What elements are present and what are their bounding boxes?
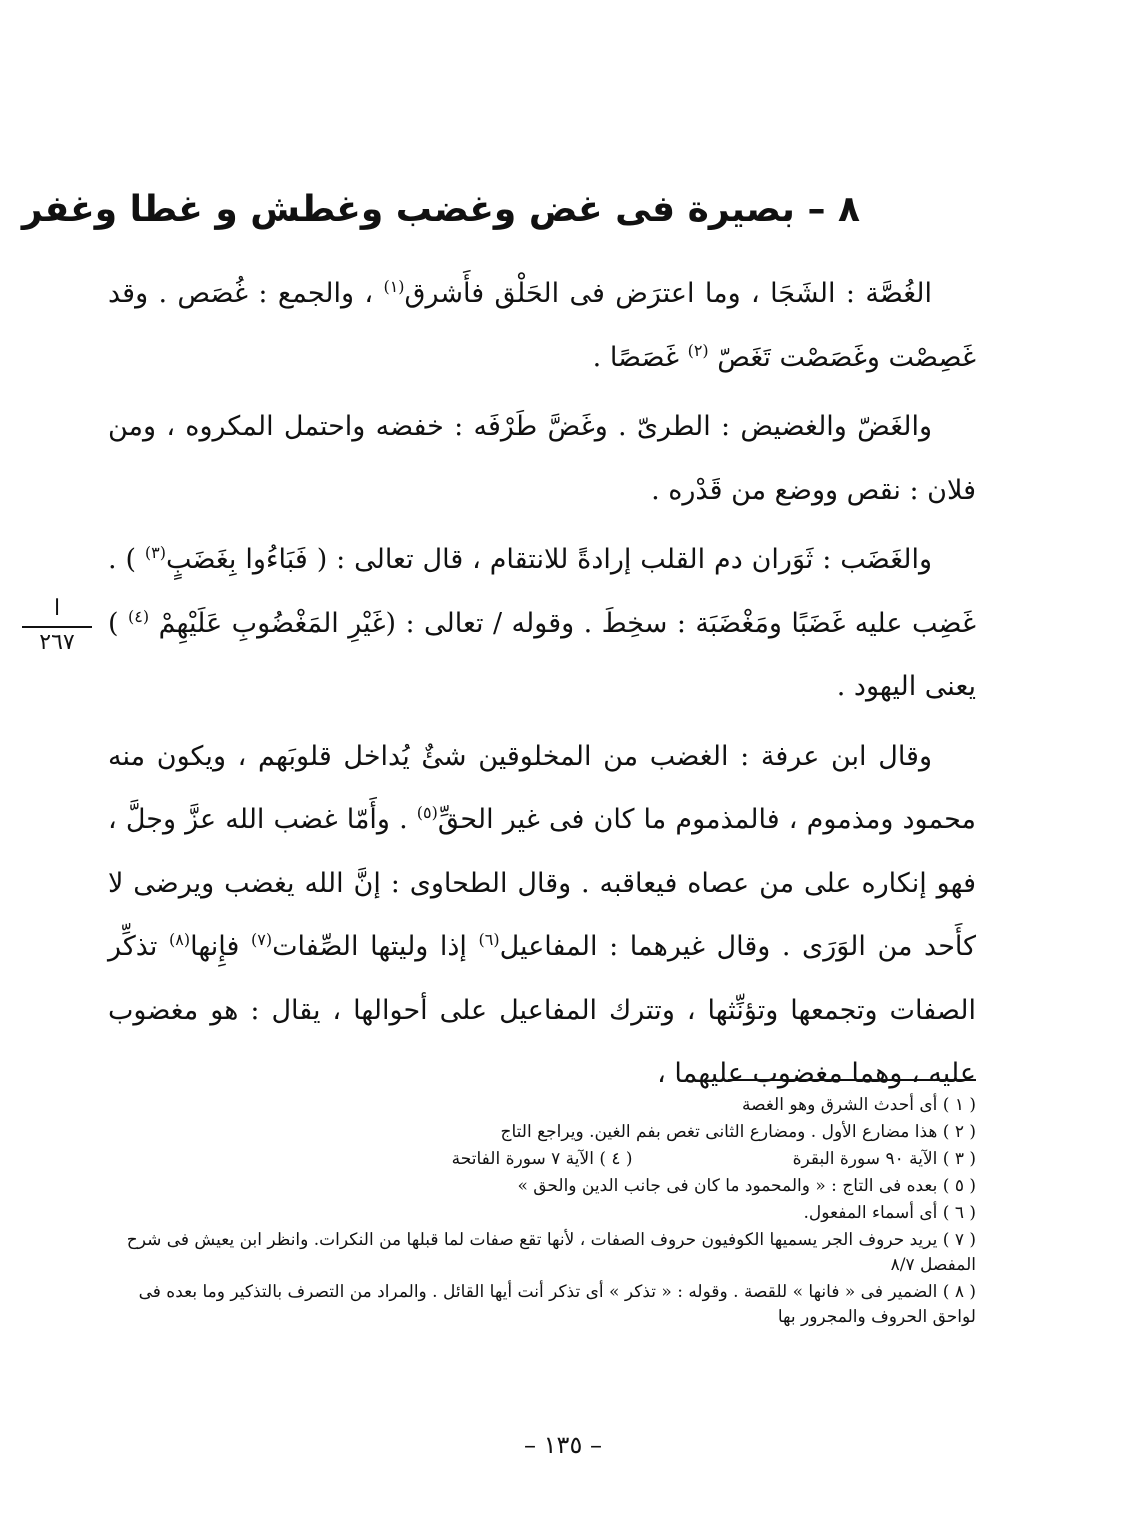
footnote-marker[interactable]: (٨) xyxy=(169,930,191,949)
text-run: غَصَصًا . xyxy=(592,341,688,373)
paragraph-ibn-arafa xyxy=(108,725,976,1106)
text-run: . وأَمّا غضب الله عزَّ وجلَّ ، فهو إنكاره على من عصاه فيعاقبه . وقال الطحاوى : إنَّ الله يغضب ويرضى لا كأَحد من الوَرَى . وقال غيرهما : المفاعيل xyxy=(108,804,976,962)
text-run: والغَضَب : ثَوَران دم القلب إرادةً للانتقام ، قال تعالى : ( فَبَاءُوا بِغَضَبٍ xyxy=(165,544,932,575)
footnote-5: ( ٥ ) بعده فى التاج : « والمحمود ما كان فى جانب الدين والحق » xyxy=(517,1176,976,1196)
footnote-6: ( ٦ ) أى أسماء المفعول. xyxy=(803,1203,976,1223)
body-text xyxy=(108,262,976,1112)
footnote-row-3-4 xyxy=(108,1147,976,1172)
footnote-7: ( ٧ ) يريد حروف الجر يسميها الكوفيون حروف الصفات ، لأنها تقع صفات لما قبلها من النكرات. وانظر ابن يعيش فى شرح المفصل ٨/٧ xyxy=(126,1230,976,1275)
paragraph-ghadd xyxy=(108,395,976,522)
margin-folio-bottom: ٢٦٧ xyxy=(39,630,75,655)
footnote-marker[interactable]: (١) xyxy=(383,277,405,296)
footnote-1: ( ١ ) أى أحدث الشرق وهو الغصة xyxy=(742,1095,976,1115)
text-run: ) يعنى اليهود . xyxy=(108,607,976,702)
footnote-4: ( ٤ ) الآية ٧ سورة الفاتحة xyxy=(451,1149,633,1169)
footnotes xyxy=(108,1093,976,1332)
footnote-marker[interactable]: (٢) xyxy=(687,340,709,360)
footnote-3: ( ٣ ) الآية ٩٠ سورة البقرة xyxy=(792,1149,976,1169)
text-run: إذا وليتها الصِّفات xyxy=(272,931,479,962)
paragraph-ghadab xyxy=(108,528,976,719)
footnote-marker[interactable]: (٣) xyxy=(144,543,166,562)
text-run: والغَضّ والغضيض : الطرىّ . وغَضَّ طَرْفَه : خفضه واحتمل المكروه ، ومن فلان : نقص ووضع من قَدْره . xyxy=(108,411,976,506)
footnote-8: ( ٨ ) الضمير فى « فانها » للقصة . وقوله : « تذكر » أى تذكر أنت أيها القائل . والمراد من التصرف بالتذكير وما بعده فى لواحق الحروف والمجرور بها xyxy=(138,1282,976,1327)
footnote-marker[interactable]: (٧) xyxy=(251,930,273,949)
footnote-marker[interactable]: (٦) xyxy=(478,930,500,949)
text-run: فإِنها xyxy=(190,931,251,962)
page-number: – ١٣٥ – xyxy=(524,1431,602,1459)
footnote-marker[interactable]: (٥) xyxy=(416,803,438,822)
footnote-divider xyxy=(728,1079,976,1081)
margin-folio-top: ا xyxy=(22,594,92,628)
section-heading: ٨ – بصيرة فى غض وغضب وغطش و غطا وغفر xyxy=(21,189,860,230)
paragraph-ghussa xyxy=(108,262,976,389)
text-run: ) . غَضِب عليه غَضَبًا ومَغْضَبَة : سخِطَ . وقوله / تعالى : (غَيْرِ المَغْضُوبِ عَلَيْهِمْ xyxy=(108,544,976,639)
text-run: ، والجمع : غُصَص . وقد غَصِصْت وغَصَصْت تَغَصّ xyxy=(108,278,976,373)
footnote-2: ( ٢ ) هذا مضارع الأول . ومضارع الثانى تغص بفم الغين. ويراجع التاج xyxy=(500,1122,976,1142)
text-run: الغُصَّة : الشَجَا ، وما اعترَض فى الحَلْق فأَشرق xyxy=(404,278,932,309)
text-run: وقال ابن عرفة : الغضب من المخلوقين شئٌ يُداخل قلوبَهم ، ويكون منه محمود ومذموم ، فالمذموم ما كان فى غير الحقِّ xyxy=(108,740,977,835)
text-run: تذكِّر الصفات وتجمعها وتؤنِّثها ، وتترك المفاعيل على أحوالها ، يقال : هو مغضوب عليه ، وهما مغضوب عليهما ، xyxy=(108,931,976,1089)
margin-folio-note xyxy=(22,594,92,658)
footnote-marker[interactable]: (٤) xyxy=(128,606,150,626)
